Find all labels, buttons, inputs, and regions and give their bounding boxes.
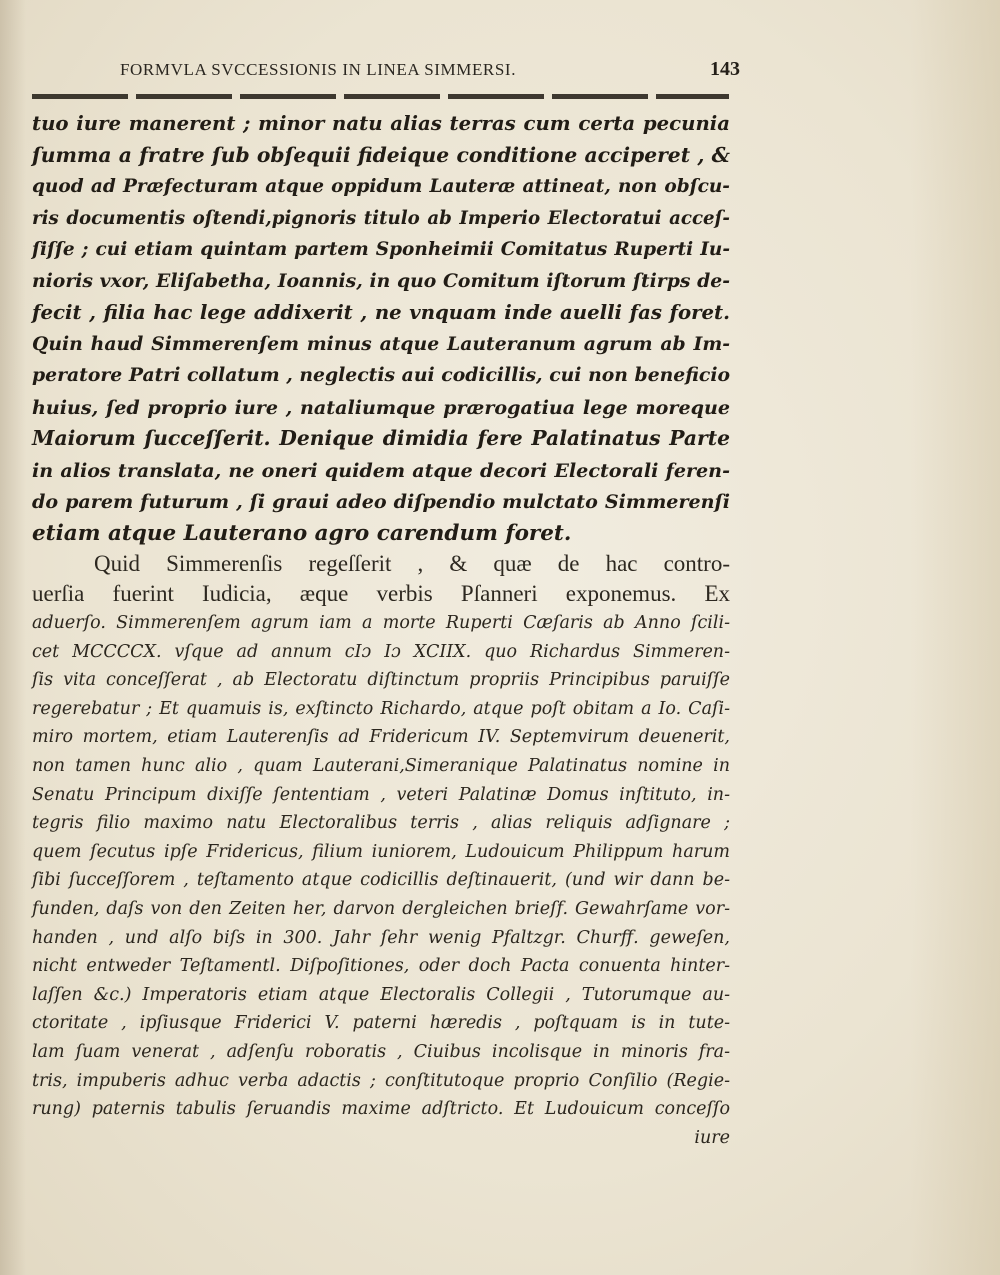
text-line: in alios translata, ne oneri quidem atque decori Electorali feren- [32, 458, 730, 482]
text-line: quod ad Præfecturam atque oppidum Lauteræ attineat, non obſcu- [32, 176, 730, 197]
text-line: fecit , filia hac lege addixerit , ne vnquam inde auelli fas foret. [32, 301, 730, 324]
text-line: regerebatur ; Et quamuis is, exſtincto Richardo, atque poſt obitam a Io. Caſi- [32, 698, 730, 719]
text-line: Maiorum ſucceſſerit. Denique dimidia fere Palatinatus Parte [32, 426, 730, 450]
page-number: 143 [710, 58, 740, 80]
italic-paragraph [32, 108, 730, 549]
catchword: iure [694, 1127, 730, 1148]
text-line: funden, daſs von den Zeiten her, darvon dergleichen brieſf. Gewahrſame vor- [32, 898, 730, 919]
body-text [32, 108, 730, 1152]
header-rule [32, 94, 729, 99]
text-line: laſſen &c.) Imperatoris etiam atque Electoralis Collegii , Tutorumque au- [32, 984, 730, 1005]
page-edge-tone [910, 0, 1000, 1275]
text-line: do parem futurum , ſi graui adeo diſpendio mulctato Simmerenſi [32, 490, 730, 513]
text-line: quem ſecutus ipſe Fridericus, filium iuniorem, Ludouicum Philippum harum [32, 841, 730, 862]
text-line: tegris filio maximo natu Electoralibus terris , alias reliquis adſignare ; [32, 813, 730, 834]
quoted-paragraph [32, 609, 730, 1152]
roman-paragraph [32, 549, 730, 609]
text-line: rung) paternis tabulis ſeruandis maxime adſtricto. Et Ludouicum conceſſo [32, 1099, 730, 1120]
text-line: ſibi ſucceſſorem , teſtamento atque codicillis deſtinauerit, (und wir dann be- [32, 870, 730, 891]
text-line: Senatu Principum dixiſſe ſententiam , veteri Palatinæ Domus inſtituto, in- [32, 784, 730, 805]
text-line: tuo iure manerent ; minor natu alias terras cum certa pecunia [32, 112, 730, 135]
text-line: ſiſſe ; cui etiam quintam partem Sponheimii Comitatus Ruperti Iu- [32, 239, 730, 260]
text-line: nicht entweder Teſtamentl. Diſpoſitiones, oder doch Pacta conuenta hinter- [32, 956, 730, 977]
text-line: Quin haud Simmerenſem minus atque Lauteranum agrum ab Im- [32, 332, 730, 355]
text-line: handen , und alſo biſs in 300. Jahr ſehr wenig Pfaltzgr. Churff. geweſen, [32, 927, 730, 948]
text-line: ſis vita conceſſerat , ab Electoratu diſtinctum propriis Principibus paruiſſe [32, 670, 730, 691]
text-line: nioris vxor, Eliſabetha, Ioannis, in quo Comitum iſtorum ſtirps de- [32, 269, 730, 292]
text-line: lam ſuam venerat , adſenſu roboratis , Ciuibus incolisque in minoris fra- [32, 1041, 730, 1062]
text-line: Quid Simmerenſis regeſſerit , & quæ de hac contro- [94, 551, 730, 576]
text-line: tris, impuberis adhuc verba adactis ; conſtitutoque proprio Conſilio (Regie- [32, 1070, 730, 1091]
text-line: cet MCCCCX. vſque ad annum cIɔ Iɔ XCIIX. quo Richardus Simmeren- [32, 641, 730, 662]
text-line: non tamen hunc alio , quam Lauterani,Simeranique Palatinatus nomine in [32, 755, 730, 776]
text-line: miro mortem, etiam Lauterenſis ad Fridericum IV. Septemvirum deuenerit, [32, 727, 730, 748]
running-title: FORMVLA SVCCESSIONIS IN LINEA SIMMERSI. [120, 60, 517, 79]
text-line: ris documentis oſtendi,pignoris titulo ab Imperio Electoratui acceſ- [32, 207, 730, 229]
text-line: uerſia fuerint Iudicia, æque verbis Pſanneri exponemus. Ex [32, 581, 730, 606]
text-line: aduerſo. Simmerenſem agrum iam a morte Ruperti Cæſaris ab Anno ſcili- [32, 613, 730, 633]
text-line: huius, ſed proprio iure , nataliumque prærogatiua lege moreque [32, 395, 730, 419]
text-line: etiam atque Lauterano agro carendum foret. [32, 520, 572, 546]
text-line: ſumma a fratre ſub obſequii fideique conditione acciperet , & [32, 142, 730, 167]
text-line: ctoritate , ipſiusque Friderici V. paterni hæredis , poſtquam is in tute- [32, 1013, 730, 1034]
page-header [120, 60, 740, 84]
gutter-shadow [0, 0, 26, 1275]
text-line: peratore Patri collatum , neglectis aui codicillis, cui non beneficio [32, 364, 730, 386]
